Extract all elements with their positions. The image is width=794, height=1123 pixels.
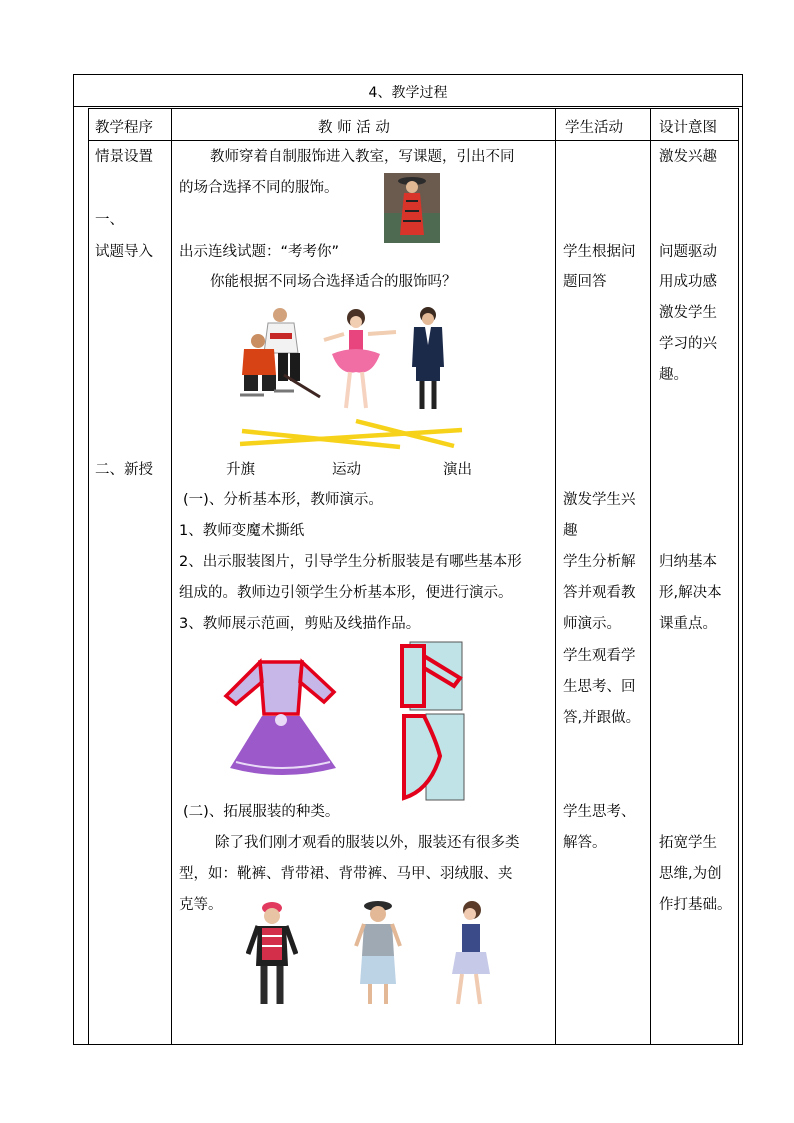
paper-cut-demo [400,640,466,802]
section1-title: (一)、分析基本形，教师演示。 [183,492,383,508]
hockey-players-image [234,305,324,405]
col-divider-1 [171,108,172,1045]
title-row-divider [73,106,743,107]
section1-item3: 3、教师展示范画，剪贴及线描作品。 [179,616,421,632]
col-right-border [738,108,739,1045]
student-d2: 生思考、回 [563,679,636,695]
section-title: 4、教学过程 [368,85,448,101]
intent-b3: 激发学生 [659,305,717,321]
intent-b1: 问题驱动 [659,244,717,260]
header-row-top [88,108,739,109]
procedure-new-lesson: 二、新授 [95,462,153,478]
student-a2: 题回答 [563,274,607,290]
header-teacher: 教 师 活 动 [318,120,390,136]
col-divider-3 [650,108,651,1045]
label-flag-raising: 升旗 [226,462,255,478]
student-e2: 解答。 [563,835,607,851]
col-left-border [88,108,89,1045]
teacher-intro-line1: 教师穿着自制服饰进入教室，写课题，引出不同 [210,149,515,165]
intent-b2: 用成功感 [659,274,717,290]
section2-line2: 型，如：靴裤、背带裙、背带裤、马甲、羽绒服、夹 [179,866,513,882]
header-student: 学生活动 [565,120,623,136]
student-d1: 学生观看学 [563,648,636,664]
child-dress-image [446,900,494,1010]
intent-a1: 激发兴趣 [659,149,717,165]
teacher-costume-photo [384,173,440,243]
dress-shape-demo [222,656,340,780]
student-c1: 学生分析解 [563,554,636,570]
student-e1: 学生思考、 [563,804,636,820]
procedure-scene: 情景设置 [95,149,153,165]
header-procedure: 教学程序 [95,120,153,136]
section2-title: (二)、拓展服装的种类。 [183,804,340,820]
child-hat-image [354,900,402,1010]
matching-lines [238,418,464,452]
section1-item2a: 2、出示服装图片，引导学生分析服装是有哪些基本形 [179,554,522,570]
teacher-quiz-line: 出示连线试题：“考考你” [179,244,340,260]
intent-c3: 课重点。 [659,616,717,632]
teacher-question: 你能根据不同场合选择适合的服饰吗？ [210,274,457,290]
student-d3: 答,并跟做。 [563,710,641,726]
header-row-bottom [88,140,739,141]
label-performance: 演出 [443,462,472,478]
label-sport: 运动 [332,462,361,478]
intent-c2: 形,解决本 [659,585,722,601]
intent-d3: 作打基础。 [659,897,732,913]
procedure-quiz: 试题导入 [95,244,153,260]
student-c2: 答并观看教 [563,585,636,601]
intent-c1: 归纳基本 [659,554,717,570]
ballet-dancer-image [316,306,402,416]
student-b2: 趣 [563,523,578,539]
col-divider-2 [555,108,556,1045]
section1-item1: 1、教师变魔术撕纸 [179,523,305,539]
student-a1: 学生根据问 [563,244,636,260]
child-vest-image [246,900,298,1012]
intent-d2: 思维,为创 [659,866,722,882]
uniform-boy-image [408,305,448,415]
teacher-intro-line2: 的场合选择不同的服饰。 [179,180,339,196]
student-c3: 师演示。 [563,616,621,632]
section1-item2b: 组成的。教师边引领学生分析基本形，便进行演示。 [179,585,513,601]
header-intent: 设计意图 [659,120,717,136]
intent-b4: 学习的兴 [659,336,717,352]
section2-line1: 除了我们刚才观看的服装以外，服装还有很多类 [215,835,520,851]
intent-b5: 趣。 [659,367,688,383]
intent-d1: 拓宽学生 [659,835,717,851]
section2-line3: 克等。 [179,897,223,913]
student-b1: 激发学生兴 [563,492,636,508]
procedure-one: 一、 [95,212,124,228]
